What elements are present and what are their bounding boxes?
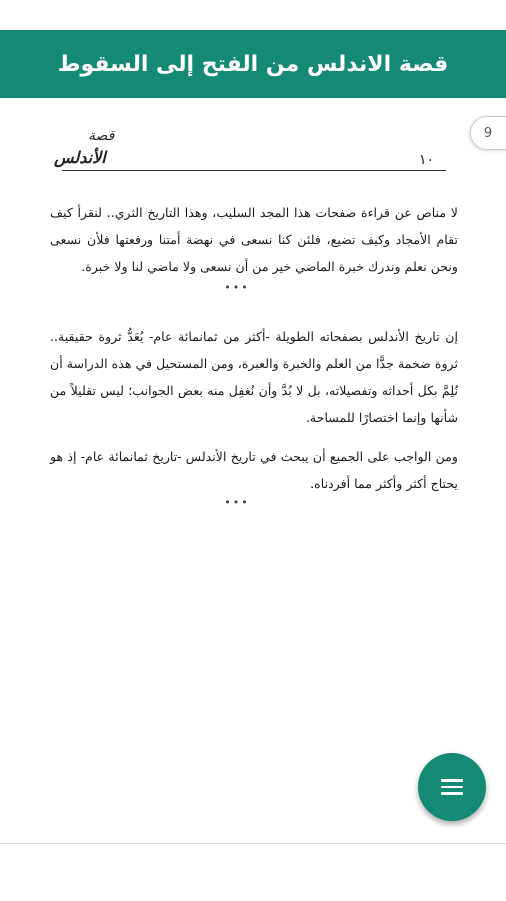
header-divider [62,170,446,171]
book-logo-line-2: الأندلس [54,148,106,167]
menu-icon [441,779,463,795]
page-indicator[interactable] [470,116,506,150]
paragraph-2: إن تاريخ الأندلس بصفحاته الطويلة -أكثر من ثمانمائة عام- يُعَدُّ ثروة حقيقية.. ثروة ضخمة جدًّا من العلم والخبرة والعبرة، ومن المستحيل في هذه الدراسة أن نُلِمَّ بكل أحداثه وتفصيلاته، بل لا بُدَّ وأن نُغفِل منه بعض الجوانب؛ ليس تقليلاً من شأنها وإنما اختصارًا للمساحة. [50,328,458,425]
paragraph-3: ومن الواجب على الجميع أن يبحث في تاريخ الأندلس -تاريخ ثمانمائة عام- إذ هو يحتاج أكثر وأكثر مما أفردناه. [50,448,458,491]
page-indicator-number: 9 [483,125,493,141]
book-logo-line-1: قصة [88,128,115,144]
paragraph-1: لا مناص عن قراءة صفحات هذا المجد السليب، وهذا التاريخ الثري.. لنقرأ كيف تقام الأمجاد وكيف تضيع، فلئن كنا نسعى في نهضة أمتنا ورفعتها فلأن نسعى ونحن نعلم وندرك خبرة الماضي خير من أن نسعى ولا ماضي لنا ولا خبرة. [50,204,458,274]
app-bar [0,30,506,98]
book-logo [52,128,130,170]
book-page-number: ١٠ [418,152,434,168]
menu-fab-button[interactable] [418,753,486,821]
section-separator-2: ••• [224,496,250,509]
book-page-header [52,128,452,172]
section-separator-1: ••• [224,281,250,294]
status-bar-area [0,0,506,30]
app-title: قصة الاندلس من الفتح إلى السقوط [57,51,449,77]
book-page-view[interactable] [0,98,506,843]
bottom-bar [0,843,506,901]
